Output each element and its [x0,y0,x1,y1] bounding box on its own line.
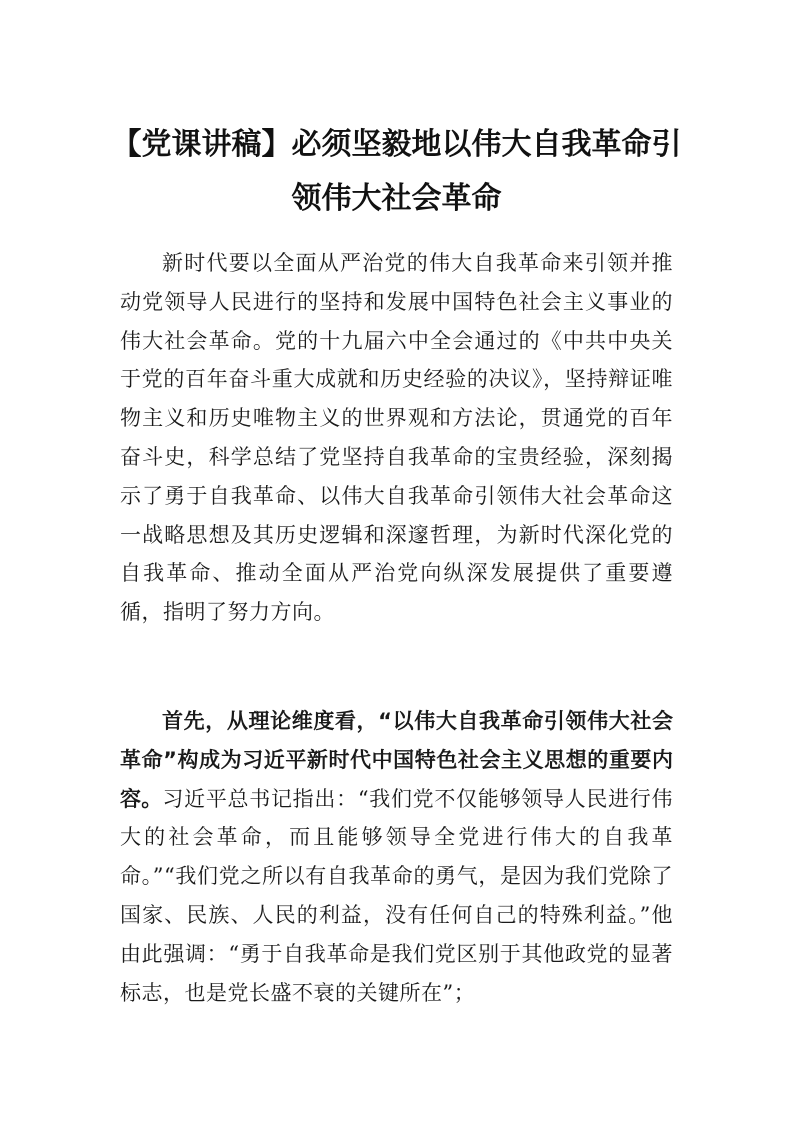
paragraph-heading: 首先，从理论维度看，“以伟大自我革命引领伟大社会革命”构成为习近平新时代中国特色社会主义思想的重要内容。 [120,709,673,811]
paragraph-theory [120,702,673,1012]
document-title: 【党课讲稿】必须坚毅地以伟大自我革命引领伟大社会革命 [111,127,682,216]
paragraph-intro: 新时代要以全面从严治党的伟大自我革命来引领并推动党领导人民进行的坚持和发展中国特色社会主义事业的伟大社会革命。党的十九届六中全会通过的《中共中央关于党的百年奋斗重大成就和历史经验的决议》，坚持辩证唯物主义和历史唯物主义的世界观和方法论，贯通党的百年奋斗史，科学总结了党坚持自我革命的宝贵经验，深刻揭示了勇于自我革命、以伟大自我革命引领伟大社会革命这一战略思想及其历史逻辑和深邃哲理，为新时代深化党的自我革命、推动全面从严治党向纵深发展提供了重要遵循，指明了努力方向。 [120,251,673,625]
paragraph-body: 习近平总书记指出：“我们党不仅能够领导人民进行伟大的社会革命，而且能够领导全党进行伟大的自我革命。”“我们党之所以有自我革命的勇气，是因为我们党除了国家、民族、人民的利益，没有任何自己的特殊利益。”他由此强调：“勇于自我革命是我们党区别于其他政党的显著标志，也是党长盛不衰的关键所在”； [120,786,673,1005]
